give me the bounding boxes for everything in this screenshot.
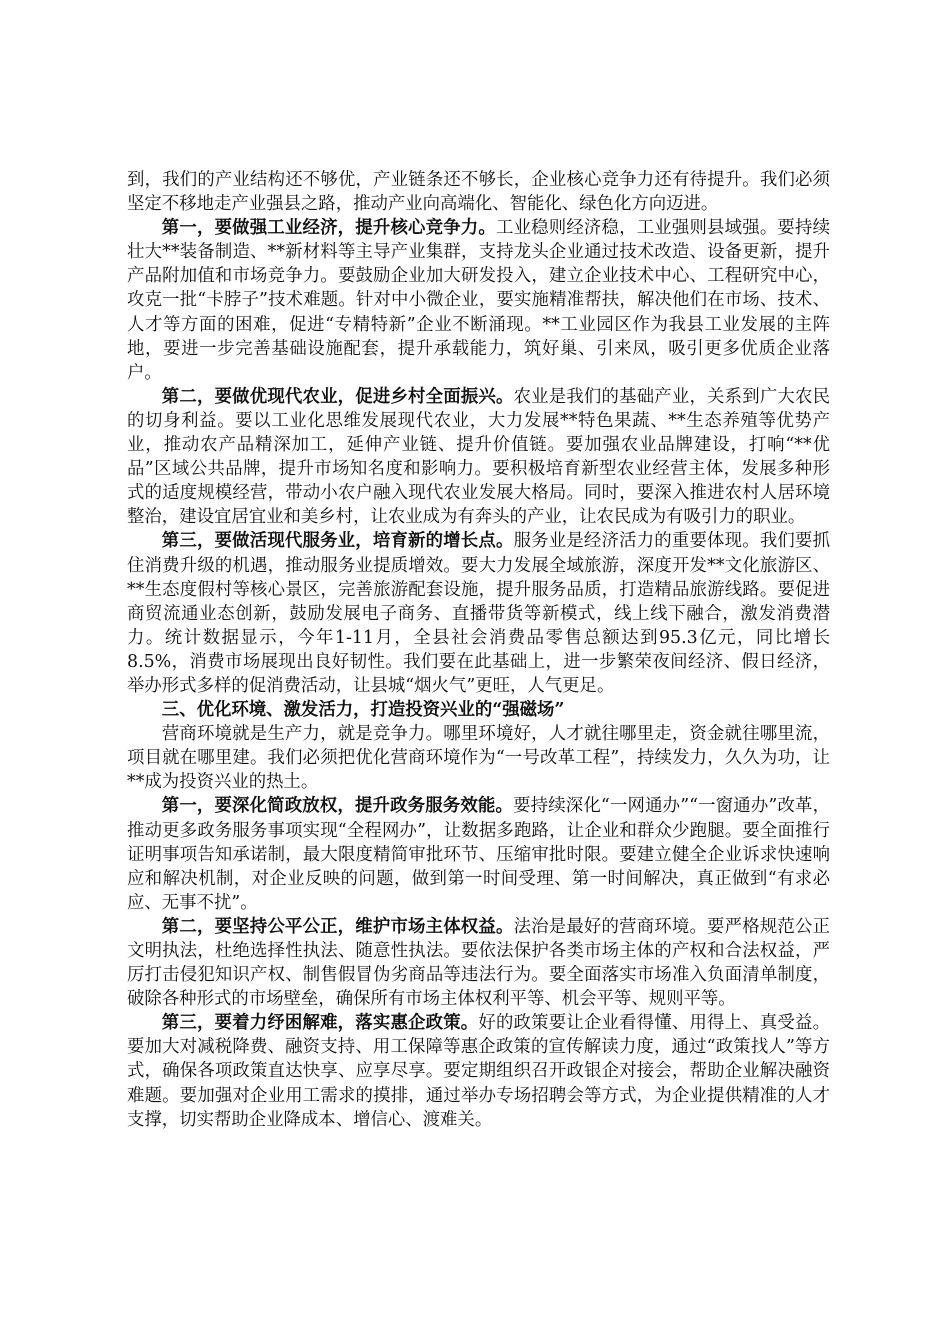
- paragraph-services: [127, 529, 830, 698]
- paragraph-lead: 第二，要坚持公平公正，维护市场主体权益。: [161, 916, 514, 937]
- paragraph-text: 工业稳则经济稳，工业强则县域强。要持续壮大**装备制造、**新材料等主导产业集群，支持龙头企业通过技术改造、设备更新，提升产品附加值和市场竞争力。要鼓励企业加大研发投入，建立企业技术中心、工程研究中心，攻克一批“卡脖子”技术难题。针对中小微企业，要实施精准帮扶，解决他们在市场、技术、人才等方面的困难，促进“专精特新”企业不断涌现。**工业园区作为我县工业发展的主阵地，要进一步完善基础设施配套，提升承载能力，筑好巢、引来凤，吸引更多优质企业落户。: [127, 218, 830, 383]
- paragraph-text: 服务业是经济活力的重要体现。我们要抓住消费升级的机遇，推动服务业提质增效。要大力发展全域旅游，深度开发**文化旅游区、**生态度假村等核心景区，完善旅游配套设施，提升服务品质，打造精品旅游线路。要促进商贸流通业态创新，鼓励发展电子商务、直播带货等新模式，线上线下融合，激发消费潜力。统计数据显示，今年1-11月，全县社会消费品零售总额达到95.3亿元，同比增长8.5%，消费市场展现出良好韧性。我们要在此基础上，进一步繁荣夜间经济、假日经济，举办形式多样的促消费活动，让县城“烟火气”更旺，人气更足。: [127, 531, 830, 696]
- paragraph-streamline-administration: [127, 794, 830, 914]
- paragraph-lead: 第二，要做优现代农业，促进乡村全面振兴。: [161, 386, 514, 407]
- paragraph-text: 农业是我们的基础产业，关系到广大农民的切身利益。要以工业化思维发展现代农业，大力发展**特色果蔬、**生态养殖等优势产业，推动农产品精深加工，延伸产业链、提升价值链。要加强农业品牌建设，打响“**优品”区域公共品牌，提升市场知名度和影响力。要积极培育新型农业经营主体，发展多种形式的适度规模经营，带动小农户融入现代农业发展大格局。同时，要深入推进农村人居环境整治，建设宜居宜业和美乡村，让农业成为有奔头的产业，让农民成为有吸引力的职业。: [127, 386, 830, 528]
- paragraph-lead: 第三，要着力纾困解难，落实惠企政策。: [161, 1013, 479, 1034]
- section-heading-text: 三、优化环境、激发活力，打造投资兴业的“强磁场”: [161, 700, 565, 721]
- paragraph-text: 到，我们的产业结构还不够优，产业链条还不够长，企业核心竞争力还有待提升。我们必须坚定不移地走产业强县之路，推动产业向高端化、智能化、绿色化方向迈进。: [127, 170, 830, 215]
- paragraph-continuation: [127, 168, 830, 216]
- paragraph-text: 营商环境就是生产力，就是竞争力。哪里环境好，人才就往哪里走，资金就往哪里流，项目就在哪里建。我们必须把优化营商环境作为“一号改革工程”，持续发力，久久为功，让**成为投资兴业的热土。: [127, 724, 830, 793]
- paragraph-text: 要持续深化“一网通办”“一窗通办”改革，推动更多政务服务事项实现“全程网办”，让数据多跑路，让企业和群众少跑腿。要全面推行证明事项告知承诺制，最大限度精简审批环节、压缩审批时限。要建立健全企业诉求快速响应和解决机制，对企业反映的问题，做到第一时间受理、第一时间解决，真正做到“有求必应、无事不扰”。: [127, 796, 830, 913]
- paragraph-agriculture: [127, 385, 830, 530]
- section-heading: [127, 698, 830, 722]
- paragraph-lead: 第一，要深化简政放权，提升政务服务效能。: [161, 796, 514, 817]
- paragraph-relief-policies: [127, 1011, 830, 1131]
- paragraph-text: 好的政策要让企业看得懂、用得上、真受益。要加大对减税降费、融资支持、用工保障等惠企政策的宣传解读力度，通过“政策找人”等方式，确保各项政策直达快享、应享尽享。要定期组织召开政银企对接会，帮助企业解决融资难题。要加强对企业用工需求的摸排，通过举办专场招聘会等方式，为企业提供精准的人才支撑，切实帮助企业降成本、增信心、渡难关。: [127, 1013, 830, 1130]
- paragraph-fairness: [127, 915, 830, 1011]
- paragraph-business-environment: [127, 722, 830, 794]
- document-body: [127, 168, 830, 1132]
- paragraph-industry: [127, 216, 830, 385]
- paragraph-text: 法治是最好的营商环境。要严格规范公正文明执法，杜绝选择性执法、随意性执法。要依法保护各类市场主体的产权和合法权益，严厉打击侵犯知识产权、制售假冒伪劣商品等违法行为。要全面落实市场准入负面清单制度，破除各种形式的市场壁垒，确保所有市场主体权利平等、机会平等、规则平等。: [127, 916, 830, 1010]
- paragraph-lead: 第三，要做活现代服务业，培育新的增长点。: [161, 531, 514, 552]
- paragraph-lead: 第一，要做强工业经济，提升核心竞争力。: [161, 218, 496, 239]
